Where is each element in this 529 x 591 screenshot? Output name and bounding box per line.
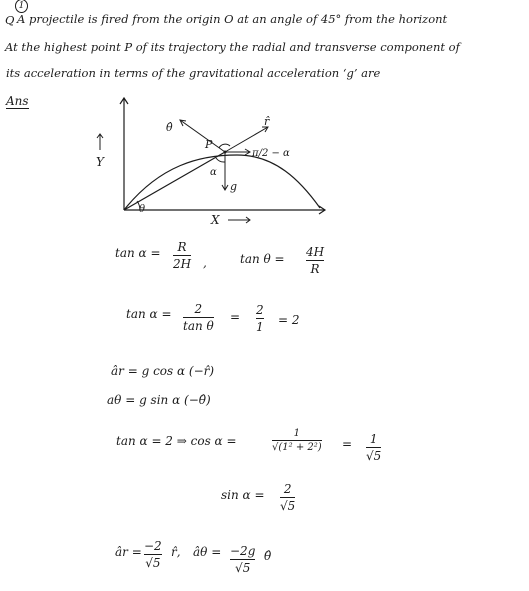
position-vector: [124, 152, 225, 210]
theta-hat-line: [180, 120, 225, 152]
final-at-lhs: âθ =: [193, 545, 222, 559]
equals-1: =: [230, 310, 241, 324]
final-ar-fraction: −2 √5: [144, 539, 162, 570]
sin-alpha-lhs: sin α =: [221, 488, 265, 502]
right-angle-arc: [219, 144, 230, 148]
tan-alpha-lhs: tan α =: [115, 246, 161, 260]
question-number: 1: [15, 0, 28, 13]
x-axis-label: X: [211, 213, 220, 227]
question-line-2: At the highest point P of its trajectory the radial and transverse component of: [5, 40, 460, 54]
r-hat-label: r̂: [264, 115, 270, 128]
cos-fraction: 1 √(1² + 2²): [272, 428, 322, 453]
alpha-label: α: [210, 167, 217, 178]
cos-result-fraction: 1 √5: [366, 432, 382, 463]
theta-label: θ: [139, 204, 146, 215]
point-p-label: P: [205, 138, 213, 151]
theta-hat-label: θ̂: [166, 121, 173, 134]
gravity-label: g: [230, 180, 238, 193]
transverse-acceleration-eq: aθ = g sin α (−θ̂): [107, 393, 211, 407]
equals-2: = 2: [278, 313, 300, 327]
comma: ,: [203, 256, 207, 270]
alpha-arc: [216, 158, 225, 162]
cos-equals: =: [342, 437, 353, 451]
answer-label: Ans: [6, 94, 29, 108]
tan-alpha2-lhs: tan α =: [126, 307, 172, 321]
trajectory-curve: [124, 155, 320, 210]
trajectory-diagram: [0, 90, 529, 320]
question-line-3: its acceleration in terms of the gravitational acceleration ‘g’ are: [6, 66, 381, 80]
tan-theta-lhs: tan θ =: [240, 252, 285, 266]
final-ar-unit: r̂,: [171, 545, 181, 559]
angle-label: π/2 − α: [252, 148, 290, 159]
ratio-fraction: 2 1: [256, 303, 264, 334]
radial-acceleration-eq: âr = g cos α (−r̂): [111, 364, 215, 378]
sin-fraction: 2 √5: [280, 482, 296, 513]
question-line-1: A projectile is fired from the origin O at an angle of 45° from the horizont: [17, 12, 448, 26]
tan-alpha-fraction: R 2H: [173, 240, 192, 271]
final-ar-lhs: âr =: [115, 545, 142, 559]
tan-theta-fraction: 4H R: [306, 245, 325, 276]
question-mark: Q: [5, 13, 15, 27]
y-axis-label: Y: [96, 155, 104, 169]
final-at-unit: θ̂: [264, 549, 272, 563]
cos-alpha-lhs: tan α = 2 ⇒ cos α =: [116, 434, 237, 448]
tan-alpha2-fraction: 2 tan θ: [183, 302, 214, 333]
final-at-fraction: −2g √5: [230, 544, 256, 575]
